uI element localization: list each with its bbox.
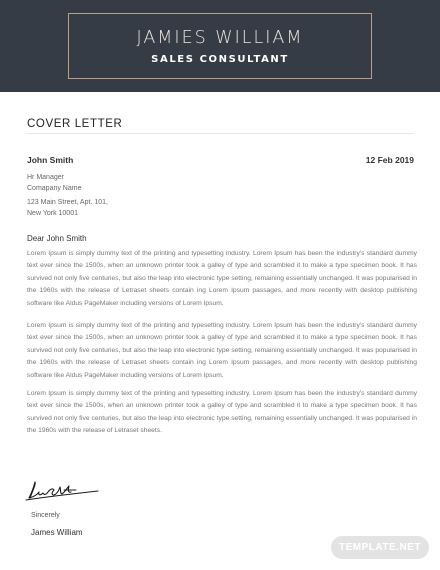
applicant-role: SALES CONSULTANT	[151, 54, 289, 65]
brand-watermark	[331, 536, 429, 559]
address-line: Comapany Name	[27, 185, 82, 192]
address-line: 123 Main Street, Apt. 101,	[27, 199, 108, 206]
signoff-name: James William	[31, 528, 83, 537]
body-paragraph: Lorem Ipsum is simply dummy text of the printing and typesetting industry. Lorem Ipsum has been the industry's standard dummy text ever since the 1500s, when an unknown printer took a galley of type and scrambled it to make a type specimen book. It has survived not only five centuries, but also the leap into electronic type setting, remaining essentially unchanged. It was popularised in the 1960s with the release of Letraset sheets.	[27, 390, 417, 435]
address-line: New York 10001	[27, 210, 78, 217]
section-divider	[27, 133, 414, 134]
closing: Sincerely	[31, 512, 60, 519]
body-paragraph: Lorem Ipsum is simply dummy text of the printing and typesetting industry. Lorem Ipsum has been the industry's standard dummy text ever since the 1500s, when an unknown printer took a galley of type and scrambled it to make a type specimen book. It has survived not only five centuries, but also the leap into electronic type setting, remaining essentially unchanged. It was popularised in the 1960s with the release of Letraset sheets contain ing Lorem Ipsum passages, and more recently with desktop publishing software like Aldus PageMaker including versions of Lorem Ipsum.	[27, 322, 417, 379]
name-frame	[68, 13, 372, 79]
letter-date: 12 Feb 2019	[365, 155, 414, 165]
greeting: Dear John Smith	[27, 234, 87, 243]
applicant-name: JAMIES WILLIAM	[136, 28, 304, 48]
brand-text: TEMPLATE.NET	[339, 542, 421, 553]
address-line: Hr Manager	[27, 174, 64, 181]
signature-image	[24, 478, 104, 504]
body-paragraph: Lorem Ipsum is simply dummy text of the printing and typesetting industry. Lorem Ipsum has been the industry's standard dummy text ever since the 1500s, when an unknown printer took a galley of type and scrambled it to make a type specimen book. It has survived not only five centuries, but also the leap into electronic type setting, remaining essentially unchanged. It was popularised in the 1960s with the release of Letraset sheets contain ing Lorem Ipsum passages, and more recently with desktop publishing software like Aldus PageMaker including versions of Lorem Ipsum.	[27, 250, 417, 307]
section-title: COVER LETTER	[27, 118, 123, 130]
recipient-name: John Smith	[27, 155, 74, 165]
header-banner	[0, 0, 440, 92]
